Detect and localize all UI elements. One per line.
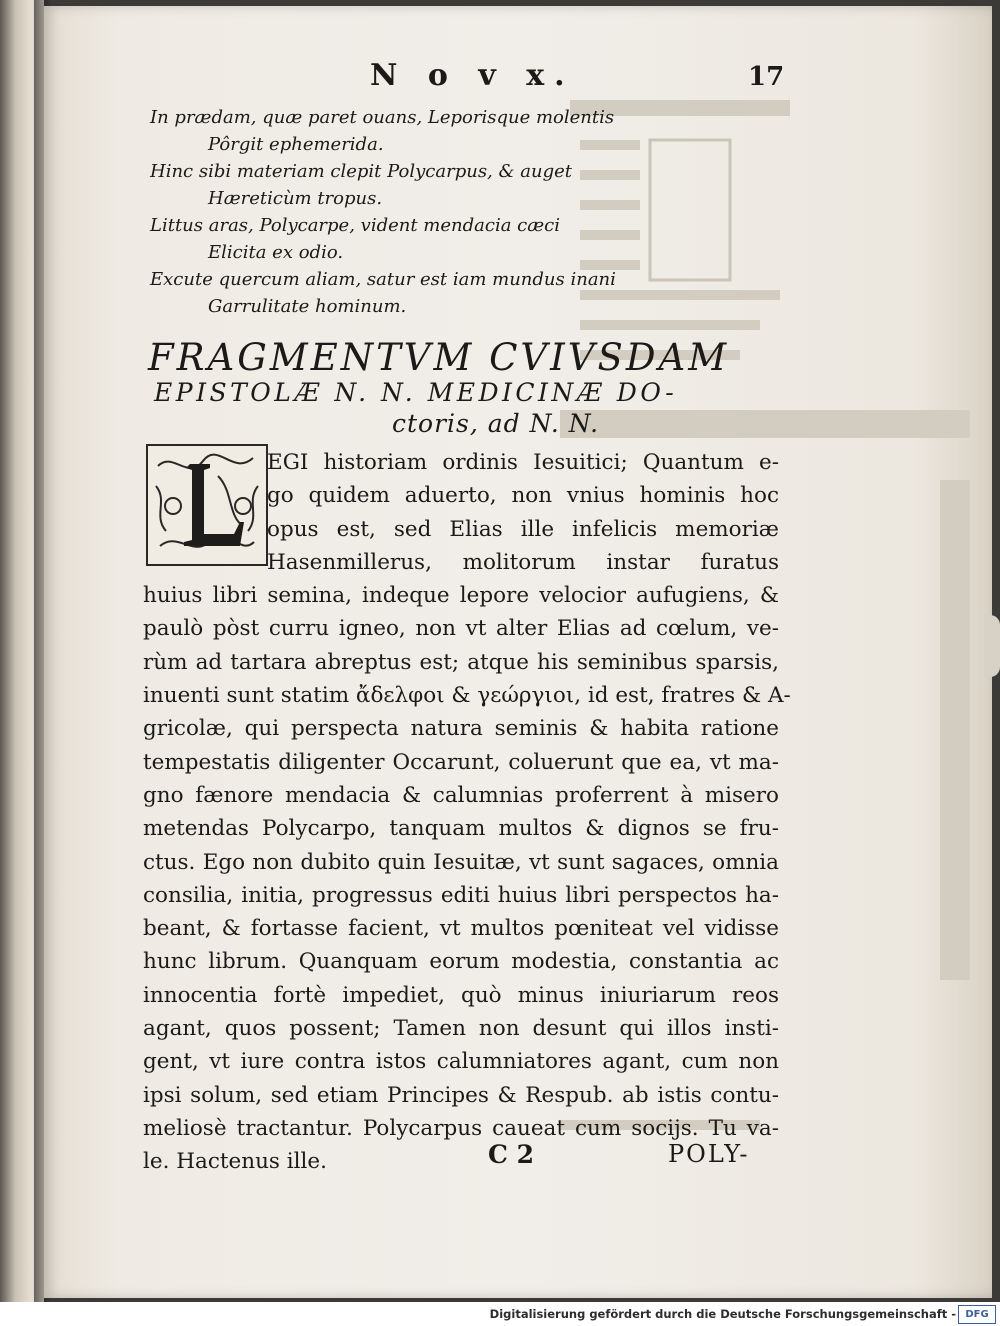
body-line: hunc librum. Quanquam eorum modestia, constantia ac — [143, 949, 779, 975]
page-number: 17 — [748, 62, 785, 92]
catchword: POLY- — [668, 1140, 750, 1168]
poem-line: Elicita ex odio. — [208, 242, 344, 263]
poem-line: In prædam, quæ paret ouans, Leporisque molentis — [150, 107, 615, 128]
body-line: inuenti sunt statim ἄδελφοι & γεώργιοι, id est, fratres & A- — [143, 683, 791, 709]
poem-line: Hæreticùm tropus. — [208, 188, 383, 209]
footer-credit: Digitalisierung gefördert durch die Deutsche Forschungsgemeinschaft - — [489, 1307, 956, 1321]
body-line: gno fænore mendacia & calumnias proferrent à misero — [143, 782, 779, 808]
section-heading-line2: EPISTOLÆ N. N. MEDICINÆ DO- — [154, 378, 678, 407]
body-line: meliosè tractantur. Polycarpus caueat cum socijs. Tu va- — [143, 1115, 779, 1141]
body-line-last: le. Hactenus ille. — [143, 1149, 327, 1175]
body-line: huius libri semina, indeque lepore velocior aufugiens, & — [143, 583, 779, 609]
body-line: agant, quos possent; Tamen non desunt qui illos insti- — [143, 1016, 779, 1042]
body-line: tempestatis diligenter Occarunt, coluerunt que ea, vt ma- — [143, 749, 779, 775]
body-line: EGI historiam ordinis Iesuitici; Quantum e- — [267, 450, 779, 475]
body-line: gricolæ, qui perspecta natura seminis & habita ratione — [143, 716, 779, 742]
poem-block — [150, 104, 710, 320]
signature-mark: C 2 — [488, 1140, 534, 1169]
section-heading-line3: ctoris, ad N. N. — [392, 409, 600, 438]
poem-line: Hinc sibi materiam clepit Polycarpus, & auget — [150, 161, 572, 182]
section-heading-line1: FRAGMENTVM CVIVSDAM — [148, 336, 730, 379]
body-line: gent, vt iure contra istos calumniatores agant, cum non — [143, 1049, 779, 1075]
body-line: Hasenmillerus, molitorum instar furatus — [267, 549, 779, 575]
body-line: ctus. Ego non dubito quin Iesuitæ, vt sunt sagaces, omnia — [143, 849, 779, 875]
body-line: innocentia fortè impediet, quò minus iniuriarum reos — [143, 982, 779, 1008]
body-line: ipsi solum, sed etiam Principes & Respub. ab istis contu- — [143, 1082, 779, 1108]
body-line: consilia, initia, progressus editi huius libri perspectos ha- — [143, 882, 779, 908]
body-line: rùm ad tartara abreptus est; atque his seminibus sparsis, — [143, 649, 779, 675]
poem-line: Littus aras, Polycarpe, vident mendacia cæci — [150, 215, 561, 236]
body-line: opus est, sed Elias ille infelicis memoriæ — [267, 516, 779, 542]
digitization-footer — [0, 1302, 1000, 1326]
body-line: go quidem aduerto, non vnius hominis hoc — [267, 483, 779, 509]
poem-line: Garrulitate hominum. — [208, 296, 407, 317]
dfg-logo: DFG — [958, 1305, 996, 1324]
body-line: beant, & fortasse facient, vt multos pœniteat vel vidisse — [143, 916, 779, 942]
body-line: paulò pòst curru igneo, non vt alter Elias ad cœlum, ve- — [143, 616, 779, 642]
poem-line: Pôrgit ephemerida. — [208, 134, 384, 155]
body-text — [143, 446, 791, 1179]
running-head: N o v x. — [370, 58, 575, 93]
body-line: metendas Polycarpo, tanquam multos & dignos se fru- — [143, 816, 779, 842]
poem-line: Excute quercum aliam, satur est iam mundus inani — [150, 269, 616, 290]
